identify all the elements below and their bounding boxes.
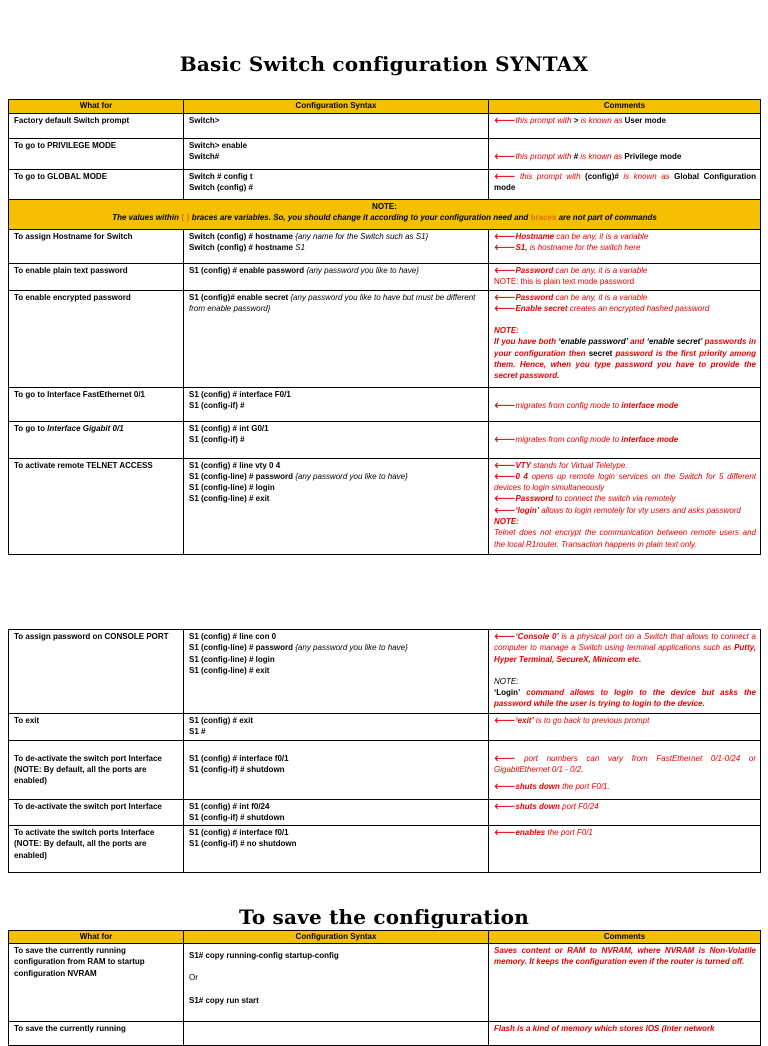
what-cell: To go to GLOBAL MODE [9, 170, 184, 200]
syntax-cell: S1# copy running-config startup-config Or S1# copy run start [184, 944, 489, 1022]
table-row [9, 139, 761, 170]
what-cell: To go to Interface FastEthernet 0/1 [9, 387, 184, 421]
syntax-cell: S1 (config) # interface f0/1 S1 (config-if) # shutdown [184, 740, 489, 799]
table-row [9, 114, 761, 139]
arrow-left-icon: 🡐 [494, 292, 516, 302]
table-row [9, 630, 761, 714]
arrow-left-icon: 🡐 [494, 716, 516, 725]
what-cell: To activate the switch ports Interface (NOTE: By default, all the ports are enabled) [9, 826, 184, 873]
arrow-left-icon: 🡐 [494, 753, 516, 763]
arrow-left-icon: 🡐 [494, 782, 516, 792]
syntax-cell: Switch> [184, 114, 489, 139]
comment-cell: 🡐Hostname can be any, it is a variable 🡐S1, is hostname for the switch here [489, 230, 761, 264]
table-row [9, 714, 761, 741]
comment-cell: 🡐Password can be any, it is a variable 🡐Enable secret creates an encrypted hashed password NOTE: If you have both ‘enable password’ and ‘enable secret’ passwords in your configuration then secret password is the first priority among them. Hence, when you type password you have to provide the secret password. [489, 290, 761, 387]
console-and-interface-table [8, 629, 761, 873]
header-what: What for [9, 100, 184, 114]
syntax-cell: S1 (config) # exit S1 # [184, 714, 489, 741]
table-row [9, 740, 761, 799]
table-row [9, 230, 761, 264]
syntax-cell: S1 (config) # interface F0/1 S1 (config-if) # [184, 387, 489, 421]
table-row [9, 421, 761, 458]
syntax-cell [184, 1022, 489, 1046]
table-row [9, 1022, 761, 1046]
note-cell: NOTE: The values within { } braces are variables. So, you should change it according to your configuration need and braces are not part of commands [9, 200, 761, 230]
arrow-left-icon: 🡐 [494, 232, 516, 241]
comment-cell: 🡐 port numbers can vary from FastEthernet 0/1-0/24 or GigabitEthernet 0/1 - 0/2. 🡐shuts down the port F0/1. [489, 740, 761, 799]
what-cell: To save the currently running [9, 1022, 184, 1046]
what-cell: To go to Interface Gigabit 0/1 [9, 421, 184, 458]
table-row [9, 264, 761, 291]
syntax-cell: S1 (config) # int f0/24 S1 (config-if) # shutdown [184, 799, 489, 826]
what-cell: To assign password on CONSOLE PORT [9, 630, 184, 714]
arrow-left-icon: 🡐 [494, 632, 516, 641]
syntax-cell: S1 (config)# enable secret {any password you like to have but must be different from enable password} [184, 290, 489, 387]
what-cell: To de-activate the switch port Interface [9, 799, 184, 826]
comment-cell: 🡐migrates from config mode to interface mode [489, 421, 761, 458]
page-title: Basic Switch configuration SYNTAX [179, 52, 589, 76]
comment-cell: 🡐this prompt with # is known as Privilege mode [489, 139, 761, 170]
what-cell: To activate remote TELNET ACCESS [9, 458, 184, 554]
comment-cell: 🡐migrates from config mode to interface mode [489, 387, 761, 421]
arrow-left-icon: 🡐 [494, 494, 516, 504]
arrow-left-icon: 🡐 [494, 505, 516, 515]
comment-cell: 🡐VTY stands for Virtual Teletype. 🡐0 4 opens up remote login services on the Switch for 5 different devices to login simultaneously 🡐Password to connect the switch via remotely 🡐‘login’ allows to login remotely for vty users and asks password NOTE: Telnet does not encrypt the communication between remote users and the local R1router. Transaction happens in plain text only. [489, 458, 761, 554]
arrow-left-icon: 🡐 [494, 172, 516, 181]
arrow-left-icon: 🡐 [494, 828, 516, 838]
arrow-left-icon: 🡐 [494, 471, 516, 481]
section-title: To save the configuration [239, 905, 529, 929]
comment-cell: 🡐 this prompt with (config)# is known as Global Configuration mode [489, 170, 761, 200]
table-row [9, 799, 761, 826]
header-syntax: Configuration Syntax [184, 931, 489, 944]
header-syntax: Configuration Syntax [184, 100, 489, 114]
arrow-left-icon: 🡐 [494, 152, 516, 161]
what-cell: To enable plain text password [9, 264, 184, 291]
table-row [9, 290, 761, 387]
table-row [9, 170, 761, 200]
comment-cell: Saves content or RAM to NVRAM, where NVRAM is Non-Volatile memory. It keeps the configuration even if the router is turned off. [489, 944, 761, 1022]
what-cell: To de-activate the switch port Interface (NOTE: By default, all the ports are enabled) [9, 740, 184, 799]
arrow-left-icon: 🡐 [494, 243, 516, 253]
arrow-left-icon: 🡐 [494, 400, 516, 410]
what-cell: Factory default Switch prompt [9, 114, 184, 139]
syntax-cell: S1 (config) # int G0/1 S1 (config-if) # [184, 421, 489, 458]
header-comments: Comments [489, 931, 761, 944]
comment-cell: 🡐Password can be any, it is a variable NOTE: this is plain text mode password [489, 264, 761, 291]
comment-cell: 🡐this prompt with > is known as User mode [489, 114, 761, 139]
table-header-row [9, 100, 761, 114]
arrow-left-icon: 🡐 [494, 460, 516, 470]
syntax-cell: Switch (config) # hostname {any name for the Switch such as S1} Switch (config) # hostname S1 [184, 230, 489, 264]
comment-cell: Flash is a kind of memory which stores IOS (Inter network [489, 1022, 761, 1046]
arrow-left-icon: 🡐 [494, 116, 516, 125]
what-cell: To assign Hostname for Switch [9, 230, 184, 264]
header-what: What for [9, 931, 184, 944]
comment-cell: 🡐‘exit’ is to go back to previous prompt [489, 714, 761, 741]
arrow-left-icon: 🡐 [494, 801, 516, 811]
table-row [9, 944, 761, 1022]
arrow-left-icon: 🡐 [494, 303, 516, 313]
comment-cell: 🡐enables the port F0/1 [489, 826, 761, 873]
what-cell: To save the currently running configuration from RAM to startup configuration NVRAM [9, 944, 184, 1022]
syntax-cell: S1 (config) # line con 0 S1 (config-line) # password {any password you like to have} S1 (config-line) # login S1 (config-line) # exit [184, 630, 489, 714]
syntax-cell: S1 (config) # line vty 0 4 S1 (config-line) # password {any password you like to have} S1 (config-line) # login S1 (config-line) # exit [184, 458, 489, 554]
comment-cell: 🡐shuts down port F0/24 [489, 799, 761, 826]
arrow-left-icon: 🡐 [494, 266, 516, 275]
note-row [9, 200, 761, 230]
table-header-row [9, 931, 761, 944]
what-cell: To exit [9, 714, 184, 741]
syntax-cell: Switch> enable Switch# [184, 139, 489, 170]
what-cell: To go to PRIVILEGE MODE [9, 139, 184, 170]
save-config-table [8, 930, 761, 1046]
syntax-cell: Switch # config t Switch (config) # [184, 170, 489, 200]
table-row [9, 826, 761, 873]
table-row [9, 387, 761, 421]
arrow-left-icon: 🡐 [494, 434, 516, 444]
table-row [9, 458, 761, 554]
syntax-cell: S1 (config) # enable password {any password you like to have} [184, 264, 489, 291]
what-cell: To enable encrypted password [9, 290, 184, 387]
syntax-cell: S1 (config) # interface f0/1 S1 (config-if) # no shutdown [184, 826, 489, 873]
header-comments: Comments [489, 100, 761, 114]
comment-cell: 🡐‘Console 0’ is a physical port on a Switch that allows to connect a computer to manage a Switch using terminal applications such as Putty, Hyper Terminal, SecureX, Minicom etc. NOTE: ‘Login’ command allows to login to the device but asks the password while the user is trying to login to the device. [489, 630, 761, 714]
switch-config-table [8, 99, 761, 555]
